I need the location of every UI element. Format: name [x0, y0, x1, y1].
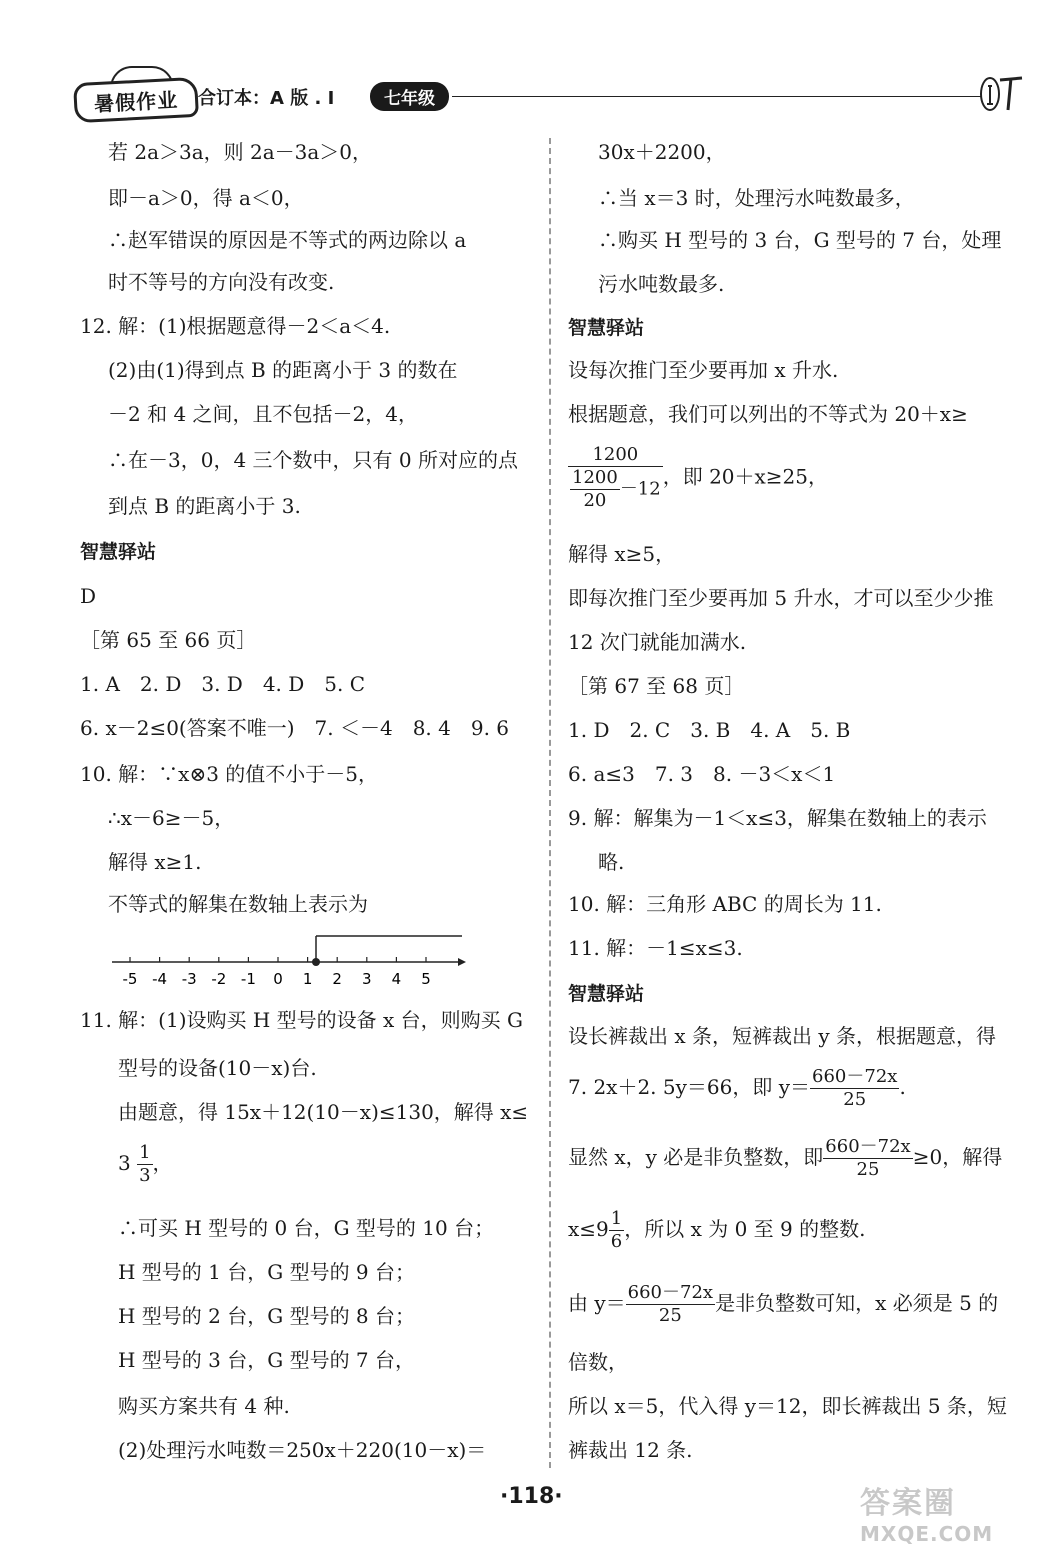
- text-line: 9. 解：解集为－1＜x≤3，解集在数轴上的表示: [568, 806, 987, 830]
- text-line: 略.: [598, 850, 625, 874]
- text-line: 12. 解：(1)根据题意得－2＜a＜4.: [80, 314, 391, 338]
- number-line-svg: [112, 928, 468, 998]
- page-range-heading: ［第 65 至 66 页］: [80, 628, 257, 652]
- text-line: 11. 解：(1)设购买 H 型号的设备 x 台，则购买 G: [80, 1008, 523, 1032]
- answer-line: 6. a≤3 7. 3 8. －3＜x＜1: [568, 762, 836, 786]
- tick-label: -4: [152, 970, 168, 988]
- page-number: ·118·: [500, 1484, 563, 1509]
- tick-label: -3: [181, 970, 197, 988]
- text-line: H 型号的 1 台，G 型号的 9 台；: [118, 1260, 416, 1284]
- section-heading: 智慧驿站: [568, 983, 645, 1005]
- text-line: 倍数，: [568, 1350, 628, 1374]
- tick-label: -1: [240, 970, 256, 988]
- text-line: 即－a＞0，得 a＜0，: [108, 186, 304, 210]
- fraction: $\frac{1200}{20}$: [572, 467, 618, 511]
- text-line: 由题意，得 15x＋12(10－x)≤130，解得 x≤: [118, 1100, 529, 1124]
- answer-line: 1. D 2. C 3. B 4. A 5. B: [568, 718, 851, 742]
- text-line: 污水吨数最多.: [598, 272, 725, 296]
- tick-label: -2: [211, 970, 227, 988]
- text-line: 30x＋2200，: [598, 140, 726, 164]
- text-line: 所以 x＝5，代入得 y＝12，即长裤裁出 5 条，短: [568, 1394, 1007, 1418]
- corner-ornament-icon: [978, 72, 1028, 116]
- text-line: 若 2a＞3a，则 2a－3a＞0，: [108, 140, 373, 164]
- compound-fraction: 1200 $\frac{1200}{20}$ －12 ，即 20＋x≥25，: [568, 444, 828, 512]
- text-line: D: [80, 584, 97, 608]
- tick-label: 5: [421, 970, 431, 988]
- text-line: 型号的设备(10－x)台.: [118, 1056, 317, 1080]
- mixed-number: 3 $\frac{1}{3}$ ，: [118, 1142, 173, 1186]
- text-line: 不等式的解集在数轴上表示为: [108, 892, 368, 916]
- section-heading: 智慧驿站: [80, 541, 157, 563]
- fraction: $\frac{660-72x}{25}$: [812, 1066, 898, 1110]
- equation-line: 显然 x，y 必是非负整数，即 $\frac{660-72x}{25}$ ≥0，解得: [568, 1136, 1003, 1180]
- text-line: 解得 x≥1.: [108, 850, 202, 874]
- text-line: 11. 解：－1≤x≤3.: [568, 936, 743, 960]
- text-line: ∴在－3，0，4 三个数中，只有 0 所对应的点: [108, 448, 518, 472]
- equation-line: 由 y＝ $\frac{660-72x}{25}$ 是非负整数可知，x 必须是 5 的: [568, 1282, 999, 1326]
- text-line: ∴当 x＝3 时，处理污水吨数最多，: [598, 186, 915, 210]
- page-header: [70, 62, 1030, 122]
- fraction: $\frac{660-72x}{25}$: [627, 1282, 714, 1326]
- text-line: 购买方案共有 4 种.: [118, 1394, 290, 1418]
- text-line: H 型号的 2 台，G 型号的 8 台；: [118, 1304, 416, 1328]
- text-line: 根据题意，我们可以列出的不等式为 20＋x≥: [568, 402, 968, 426]
- fraction: $\frac{1}{3}$: [139, 1142, 151, 1186]
- series-badge: [73, 77, 199, 123]
- section-heading: 智慧驿站: [568, 317, 645, 339]
- tick-label: 3: [362, 970, 372, 988]
- text-line: ∴x－6≥－5，: [108, 806, 235, 830]
- text-line: 时不等号的方向没有改变.: [108, 270, 335, 294]
- text-line: (2)处理污水吨数＝250x＋220(10－x)＝: [118, 1438, 487, 1462]
- text-line: ∴可买 H 型号的 0 台，G 型号的 10 台；: [118, 1216, 495, 1240]
- text-line: H 型号的 3 台，G 型号的 7 台，: [118, 1348, 416, 1372]
- page-range-heading: ［第 67 至 68 页］: [568, 674, 745, 698]
- tick-label: 0: [273, 970, 283, 988]
- tick-label: 1: [302, 970, 313, 988]
- watermark: 答案圈 MXQE.COM: [860, 1486, 994, 1546]
- text-line: －2 和 4 之间，且不包括－2，4，: [108, 402, 418, 426]
- text-line: 设每次推门至少要再加 x 升水.: [568, 358, 839, 382]
- text-line: 10. 解：三角形 ABC 的周长为 11.: [568, 892, 882, 916]
- tick-label: -5: [122, 970, 138, 988]
- answer-line: 6. x－2≤0(答案不唯一) 7. ＜－4 8. 4 9. 6: [80, 716, 510, 740]
- header-rule: [452, 96, 982, 97]
- number-line: [112, 928, 468, 998]
- edition-label: 合订本：A 版 . I: [198, 88, 335, 109]
- text-line: 10. 解：∵x⊗3 的值不小于－5，: [80, 762, 379, 786]
- text-line: 即每次推门至少要再加 5 升水，才可以至少少推: [568, 586, 994, 610]
- equation-line: x≤9 $\frac{1}{6}$ ，所以 x 为 0 至 9 的整数.: [568, 1208, 866, 1252]
- text-line: (2)由(1)得到点 B 的距离小于 3 的数在: [108, 358, 458, 382]
- fraction: 1200 $\frac{1200}{20}$ －12: [568, 444, 663, 512]
- text-line: 到点 B 的距离小于 3.: [108, 494, 301, 518]
- text-line: 裤裁出 12 条.: [568, 1438, 693, 1462]
- fraction: $\frac{1}{6}$: [610, 1208, 623, 1252]
- text-line: ∴赵军错误的原因是不等式的两边除以 a: [108, 228, 467, 252]
- text-line: 12 次门就能加满水.: [568, 630, 747, 654]
- solid-point-icon: [312, 958, 320, 966]
- tick-label: 2: [332, 970, 342, 988]
- text-line: 解得 x≥5，: [568, 542, 676, 566]
- series-badge-label: 暑假作业: [93, 87, 179, 116]
- column-divider: [549, 138, 551, 1468]
- answer-line: 1. A 2. D 3. D 4. D 5. C: [80, 672, 366, 696]
- fraction: $\frac{660-72x}{25}$: [825, 1136, 911, 1180]
- equation-line: 7. 2x＋2. 5y＝66，即 y＝ $\frac{660-72x}{25}$ .: [568, 1066, 906, 1110]
- text-line: ∴购买 H 型号的 3 台，G 型号的 7 台，处理: [598, 228, 1002, 252]
- grade-pill: 七年级: [370, 82, 449, 111]
- text-line: 设长裤裁出 x 条，短裤裁出 y 条，根据题意，得: [568, 1024, 997, 1048]
- tick-label: 4: [391, 970, 402, 988]
